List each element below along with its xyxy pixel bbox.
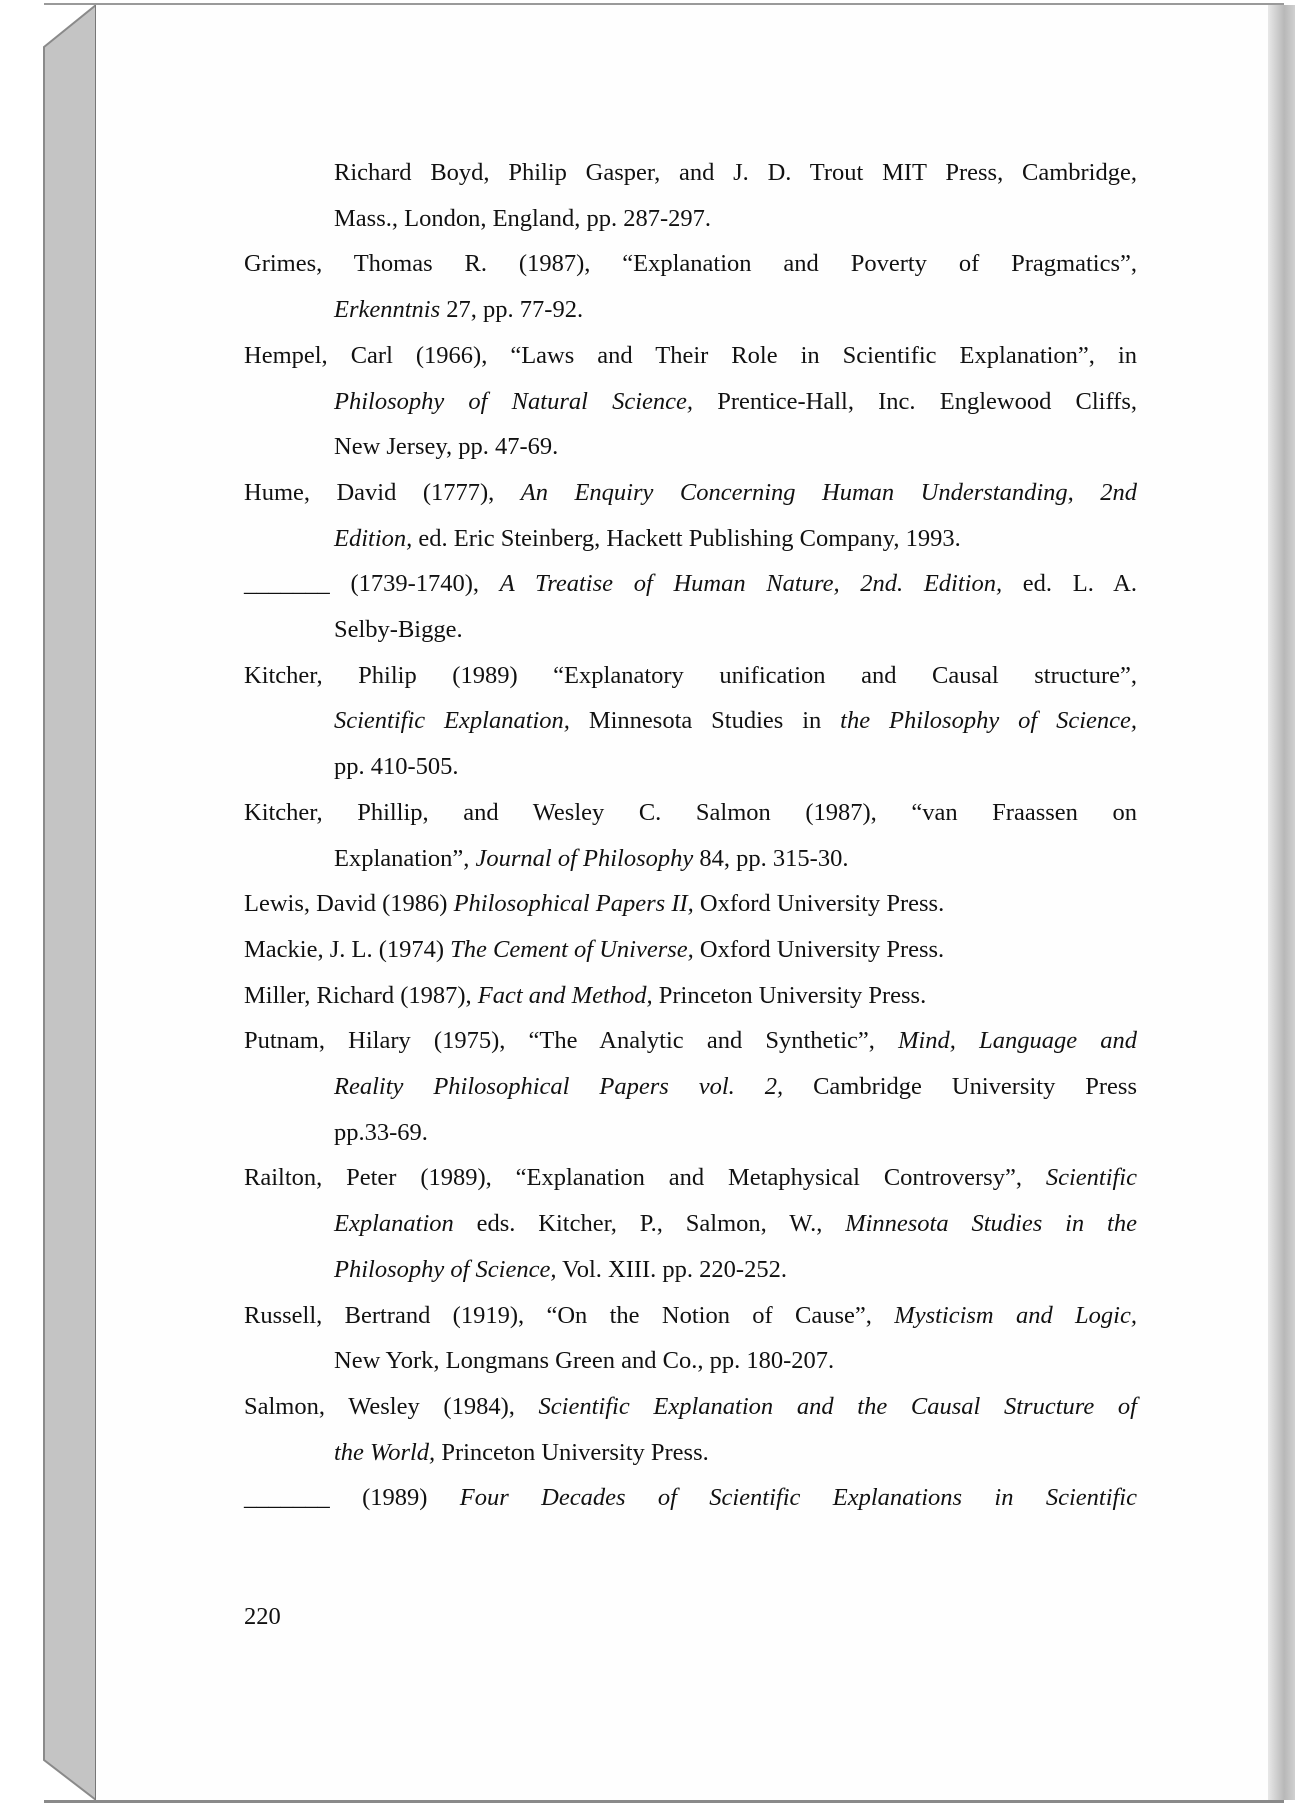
reference-line [244,249,1137,279]
reference-line [334,1346,1137,1376]
reference-text: Cambridge University Press [783,1073,1137,1100]
reference-text: Kitcher, Phillip, and Wesley C. Salmon (1987), “van Fraassen on [244,798,1137,826]
reference-text: Grimes, Thomas R. (1987), “Explanation and Poverty of Pragmatics”, [244,250,1137,278]
reference-line [334,1209,1137,1239]
reference-text: Railton, Peter (1989), “Explanation and Metaphysical Controversy”, [244,1164,1046,1192]
reference-line [244,798,1137,828]
italic-title-text: Scientific Explanation and the Causal Structure of [538,1392,1137,1420]
italic-title-text: Philosophy of Science, [334,1255,557,1283]
reference-text: Minnesota Studies in [569,707,841,735]
reference-text: Prentice-Hall, Inc. Englewood Cliffs, [693,387,1137,415]
italic-title-text: A Treatise of Human Nature, 2nd. Edition, [499,570,1003,598]
reference-line [334,1072,1137,1102]
reference-line [334,1255,1137,1285]
reference-text: Hempel, Carl (1966), “Laws and Their Role in Scientific Explanation”, in [244,341,1137,369]
reference-text: Princeton University Press. [652,981,927,1009]
reference-text: Mass., London, England, pp. 287-297. [334,204,711,232]
reference-text: _______ (1739-1740), [244,570,500,598]
reference-text: pp.33-69. [334,1118,428,1146]
italic-title-text: An Enquiry Concerning Human Understanding, 2nd [520,478,1137,506]
reference-line [244,1392,1137,1422]
reference-line [244,935,1137,965]
reference-line [244,478,1137,508]
page-bottom-edge [44,1800,1284,1803]
reference-line [244,1026,1137,1056]
reference-text: Oxford University Press. [693,935,945,963]
reference-text: Oxford University Press. [693,890,945,918]
page-number: 220 [244,1603,281,1630]
reference-line [334,844,1137,874]
reference-line [244,341,1137,371]
italic-title-text: Erkenntnis [334,296,441,324]
reference-line [334,1438,1137,1468]
reference-text: pp. 410-505. [334,753,459,781]
reference-text: ed. Eric Steinberg, Hackett Publishing Company, 1993. [412,524,961,552]
reference-text: Salmon, Wesley (1984), [244,1392,539,1420]
reference-line [334,706,1137,736]
reference-text: 84, pp. 315-30. [693,844,849,872]
italic-title-text: Mind, Language and [898,1027,1137,1055]
reference-text: Hume, David (1777), [244,478,521,506]
reference-text: ed. L. A. [1002,570,1138,598]
italic-title-text: Mysticism and Logic, [894,1301,1137,1329]
italic-title-text: Reality Philosophical Papers vol. 2, [334,1073,784,1100]
reference-line [244,889,1137,919]
reference-text: eds. Kitcher, P., Salmon, W., [453,1210,846,1238]
reference-line [334,615,1137,645]
italic-title-text: Minnesota Studies in the [845,1210,1137,1238]
reference-line [334,158,1137,188]
reference-text: Vol. XIII. pp. 220-252. [556,1255,787,1283]
italic-title-text: Scientific Explanation, [334,707,570,735]
italic-title-text: the Philosophy of Science, [840,707,1137,735]
reference-line [334,752,1137,782]
reference-text: Explanation”, [334,844,476,872]
italic-title-text: Journal of Philosophy [475,844,694,872]
italic-title-text: Explanation [334,1210,454,1238]
reference-line [244,569,1137,599]
reference-line [334,1118,1137,1148]
italic-title-text: Four Decades of Scientific Explanations in Scientific [459,1484,1137,1512]
reference-line [244,1301,1137,1331]
reference-text: Russell, Bertrand (1919), “On the Notion of Cause”, [244,1301,895,1329]
page-right-shadow [1268,5,1295,1800]
italic-title-text: Edition, [334,524,413,552]
reference-text: Selby-Bigge. [334,616,463,643]
reference-line [334,524,1137,554]
reference-text: Richard Boyd, Philip Gasper, and J. D. Trout MIT Press, Cambridge, [334,159,1137,186]
reference-text: 27, pp. 77-92. [440,296,584,324]
italic-title-text: the World, [334,1438,436,1466]
reference-line [334,432,1137,462]
reference-text: Princeton University Press. [435,1438,709,1466]
italic-title-text: Fact and Method, [477,981,653,1009]
reference-text: _______ (1989) [244,1484,460,1512]
reference-text: Putnam, Hilary (1975), “The Analytic and Synthetic”, [244,1027,899,1055]
reference-text: Kitcher, Philip (1989) “Explanatory unification and Causal structure”, [244,661,1137,689]
reference-line [244,1163,1137,1193]
italic-title-text: The Cement of Universe, [450,935,694,963]
reference-line [334,204,1137,234]
italic-title-text: Philosophy of Natural Science, [334,387,694,415]
reference-text: Lewis, David (1986) [244,890,454,918]
reference-line [244,981,1137,1011]
reference-text: New Jersey, pp. 47-69. [334,433,559,461]
reference-line [334,295,1137,325]
reference-line [244,1483,1137,1513]
italic-title-text: Scientific [1045,1164,1137,1192]
reference-text: Miller, Richard (1987), [244,981,478,1009]
reference-line [244,661,1137,691]
reference-text: Mackie, J. L. (1974) [244,935,451,963]
reference-text: New York, Longmans Green and Co., pp. 180-207. [334,1347,835,1375]
reference-line [334,387,1137,417]
italic-title-text: Philosophical Papers II, [453,890,694,918]
